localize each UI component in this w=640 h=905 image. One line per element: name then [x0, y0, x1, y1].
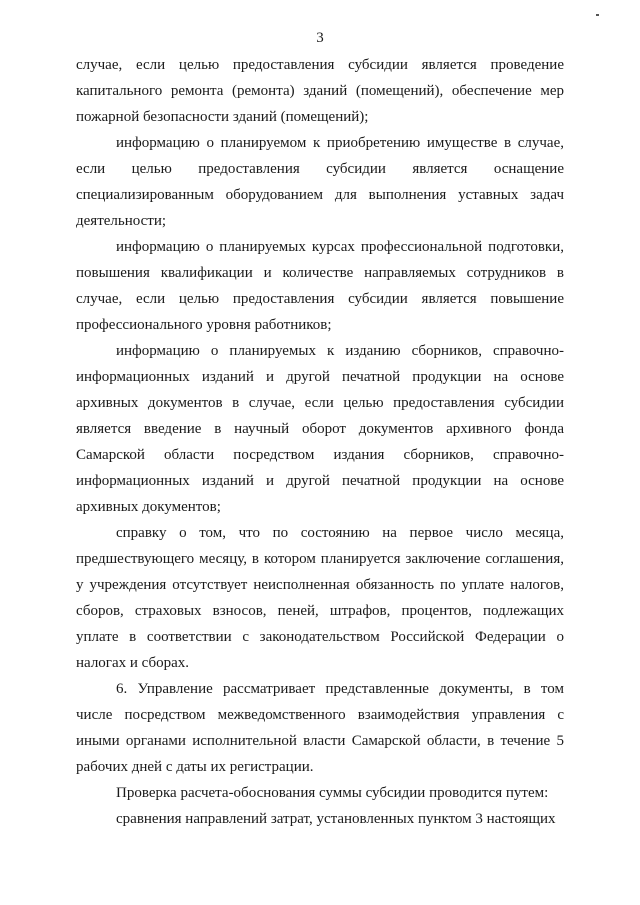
paragraph-2: информацию о планируемом к приобретению имуществе в случае, если целью предоставления субсидии является оснащение специализированным оборудованием для выполнения уставных задач деятельности;	[76, 135, 564, 229]
paragraph-7: Проверка расчета-обоснования суммы субсидии проводится путем:	[116, 785, 549, 801]
paragraph-4: информацию о планируемых к изданию сборников, справочно-информационных изданий и другой печатной продукции на основе архивных документов в случае, если целью предоставления субсидии является введение в научный оборот документов архивного фонда Самарской области посредством издания сборников, справочно-информационных изданий и другой печатной продукции на основе архивных документов;	[76, 343, 564, 515]
paragraph-3: информацию о планируемых курсах профессиональной подготовки, повышения квалификации и количестве направляемых сотрудников в случае, если целью предоставления субсидии является повышение профессионального уровня работников;	[76, 239, 564, 333]
paragraph-1: случае, если целью предоставления субсидии является проведение капитального ремонта (ремонта) зданий (помещений), обеспечение мер пожарной безопасности зданий (помещений);	[76, 57, 564, 125]
page-number: 3	[316, 30, 324, 46]
paragraph-5: справку о том, что по состоянию на первое число месяца, предшествующего месяцу, в котором планируется заключение соглашения, у учреждения отсутствует неисполненная обязанность по уплате налогов, сборов, страховых взносов, пеней, штрафов, процентов, подлежащих уплате в соответствии с законодательством Российской Федерации о налогах и сборах.	[76, 525, 564, 671]
paragraph-6: 6. Управление рассматривает представленные документы, в том числе посредством межведомственного взаимодействия управления с иными органами исполнительной власти Самарской области, в течение 5 рабочих дней с даты их регистрации.	[76, 681, 564, 775]
document-body	[76, 52, 564, 832]
scan-mark	[596, 14, 599, 16]
paragraph-8: сравнения направлений затрат, установленных пунктом 3 настоящих	[116, 811, 556, 827]
